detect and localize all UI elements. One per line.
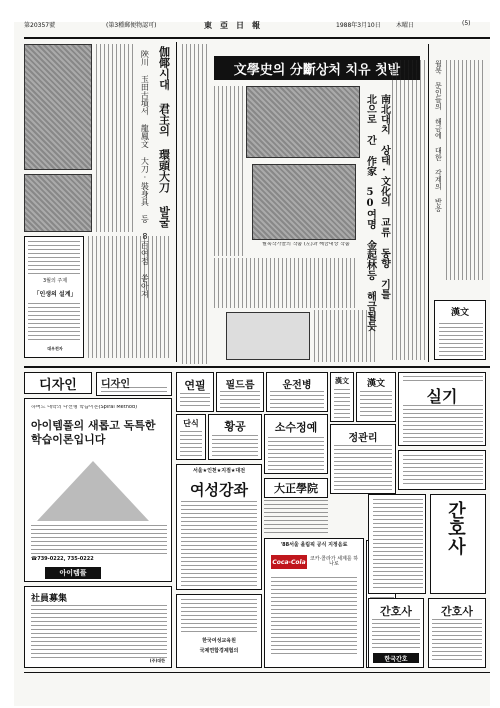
film-ad xyxy=(216,372,264,412)
elite-ad xyxy=(264,414,328,474)
books-photo xyxy=(246,86,360,158)
cocacola-tagline: '88서울 올림픽 공식 지정음료 xyxy=(280,542,348,548)
main-article-lower xyxy=(214,258,358,308)
heritage-ad xyxy=(24,236,84,358)
pencil-ad-title: 연필 xyxy=(184,379,206,392)
page-number: (5) xyxy=(462,20,471,27)
design-ad-2-title: 디자인 xyxy=(101,379,130,390)
weekday: 木曜日 xyxy=(396,22,415,29)
nurse-ad-a-title: 간호사 xyxy=(380,605,412,618)
recruitment-ad xyxy=(24,586,172,668)
heritage-ad-body xyxy=(28,241,80,275)
silgi-ad-title: 실기 xyxy=(426,387,458,406)
elite-ad-title: 소수정예 xyxy=(274,421,318,434)
institute-name-2: 국제연합경제협의 xyxy=(199,648,239,654)
design-ad: 디자인 xyxy=(24,372,92,394)
silgi-ad-2 xyxy=(398,450,486,490)
itempool-headline: 아이템풀의 새롭고 독특한 학습이론입니다 xyxy=(31,419,156,446)
nurse-school-body xyxy=(373,499,423,589)
main-subhead-1: 南北대치 상태·文化의 교류 동향 기틀 xyxy=(378,94,390,299)
design-ad-2-body xyxy=(101,387,167,395)
performance-label: 漢文 xyxy=(450,307,469,318)
driver-ad-title: 운전병 xyxy=(282,380,312,391)
management-ad xyxy=(330,424,396,494)
heritage-title: 「인생의 설계」 xyxy=(33,291,77,298)
left-headline: 伽倻시대 君主의 環頭大刀 발굴 xyxy=(157,46,171,228)
right-column-body xyxy=(446,60,486,280)
diet-ad-title: 단식 xyxy=(183,419,199,428)
silgi-ad-2-body xyxy=(403,455,483,487)
hanmun-ad-title: 漢文 xyxy=(335,377,349,385)
nurse-ad-b-title: 간호사 xyxy=(441,605,473,618)
design-ad-2 xyxy=(96,372,172,396)
left-subhead: 陜川 玉田古墳서 龍鳳文 大刀·裝身具 등 8百여점 쏟아져 xyxy=(140,50,150,298)
management-ad-title: 정관리 xyxy=(348,433,378,444)
itempool-phone: ☎739-0222, 735-0222 xyxy=(31,556,94,562)
itempool-brand: 아이템풀 xyxy=(45,567,101,579)
recruitment-title: 社員募集 xyxy=(31,594,68,604)
recruitment-body xyxy=(31,605,167,659)
heritage-sub: 3월의 주제 xyxy=(42,278,68,284)
cocacola-ad xyxy=(264,538,364,668)
photo-caption: 월북작가들의 작품 (左)과 해금대상 작품 xyxy=(262,242,350,247)
daejeong-body xyxy=(264,500,328,534)
womens-course-area: 서울★인천★지점★대전 xyxy=(192,468,246,474)
cocacola-copy: 코카·콜라가 세계를 하나로 xyxy=(309,556,359,568)
nurse-ad-a-body xyxy=(372,619,420,649)
diet-ad-body xyxy=(180,431,202,457)
performance-body xyxy=(439,323,483,357)
womens-course-body xyxy=(181,501,257,587)
womens-course-ad xyxy=(176,464,262,590)
film-ad-body xyxy=(220,391,260,409)
heritage-brand: 대우전자 xyxy=(47,346,63,351)
hanmun-ad-2-title: 漢文 xyxy=(366,379,385,389)
main-article-col-b xyxy=(214,86,244,256)
masthead-rule xyxy=(24,37,490,39)
postal-mark: (第3種郵便物認可) xyxy=(106,22,157,29)
cocacola-logo: Coca-Cola xyxy=(271,555,307,569)
nurse-ad-b-body xyxy=(432,619,482,663)
silgi-ad-top xyxy=(403,376,483,382)
itempool-top-copy: 하버드 대학의 나선형 학습이론(Spiral Method) xyxy=(31,405,138,410)
pencil-ad xyxy=(176,372,214,412)
nurse-big-ad xyxy=(430,494,486,594)
daejeong-ad: 大正學院 xyxy=(264,478,328,498)
driver-ad xyxy=(266,372,328,412)
main-subhead-2: 北으로 간 作家 50여명 金起林등 해금될듯 xyxy=(364,94,376,331)
main-article-col-c xyxy=(392,60,426,360)
hanmun-ad xyxy=(330,372,354,422)
nurse-big-title: 간호사 xyxy=(444,501,466,555)
elite-ad-body xyxy=(268,437,324,471)
itempool-ad xyxy=(24,398,172,582)
ad-section-rule xyxy=(24,366,490,368)
column-divider-2 xyxy=(428,44,429,362)
hanmun-ad-2 xyxy=(356,372,396,422)
main-article-end xyxy=(314,310,378,362)
nurse-ad-a-brand: 한국간호 xyxy=(373,653,419,663)
institute-body xyxy=(181,599,257,633)
pencil-ad-body xyxy=(180,393,210,409)
hwang-ad-title: 황공 xyxy=(224,420,246,433)
poetry-book-photo xyxy=(252,164,356,240)
paper-name: 東亞日報 xyxy=(204,20,268,30)
institute-ad xyxy=(176,594,262,668)
nurse-school-ad xyxy=(368,494,426,594)
left-article-body-2 xyxy=(88,236,172,358)
heritage-ad-copy xyxy=(28,303,80,343)
date: 1988年3月10日 xyxy=(336,22,381,29)
issue-number: 第20357號 xyxy=(24,22,56,29)
hanmun-ad-2-body xyxy=(360,391,392,419)
relic-photo-bottom xyxy=(24,174,92,232)
illustration xyxy=(226,312,310,360)
main-article-col-a xyxy=(182,44,210,364)
silgi-ad xyxy=(398,372,486,446)
relic-photo-top xyxy=(24,44,92,170)
silgi-ad-body xyxy=(403,405,483,443)
performance-box xyxy=(434,300,486,360)
page-bottom-rule xyxy=(24,672,490,673)
hwang-ad xyxy=(208,414,262,460)
nurse-ad-b xyxy=(428,598,486,668)
right-column-head: 월북 문인들의 해금에 대한 각계의 반응 xyxy=(434,60,443,212)
cocacola-body xyxy=(271,577,357,657)
driver-ad-body xyxy=(270,391,324,409)
diet-ad xyxy=(176,414,206,460)
hwang-ad-body xyxy=(212,435,258,457)
column-divider xyxy=(176,42,177,362)
institute-name: 한국여성교육원 xyxy=(202,638,236,644)
nurse-ad-a xyxy=(368,598,424,668)
left-article-body xyxy=(96,44,136,232)
film-ad-title: 필드름 xyxy=(225,380,255,391)
womens-course-title: 여성강좌 xyxy=(190,481,248,499)
spiral-cone xyxy=(37,461,149,521)
main-banner-headline: 文學史의 分斷상처 치유 첫발 xyxy=(214,56,420,80)
hanmun-ad-body xyxy=(334,389,350,419)
recruitment-firm: (주)대한 xyxy=(149,658,165,663)
management-ad-body xyxy=(334,445,392,491)
itempool-body xyxy=(31,525,167,555)
